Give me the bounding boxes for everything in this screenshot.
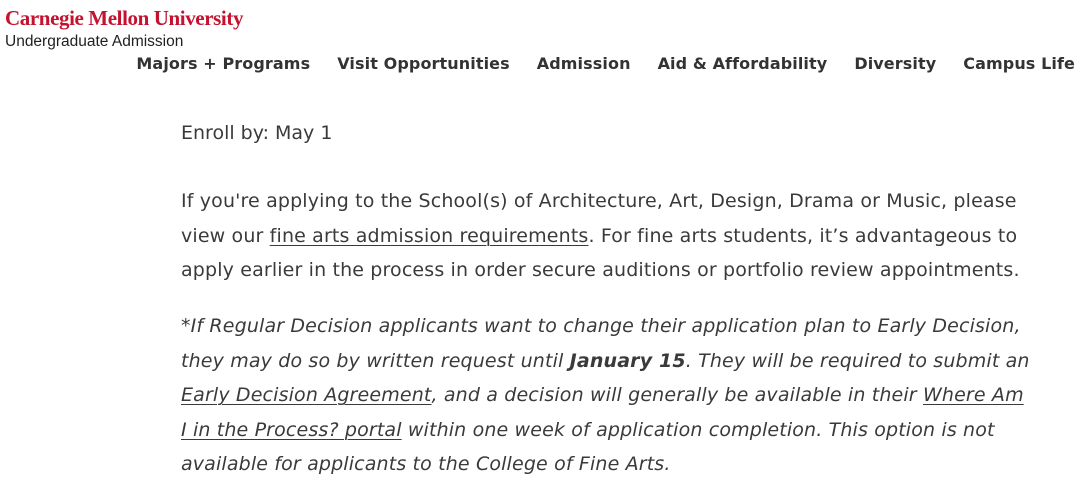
enroll-deadline-text: Enroll by: May 1 <box>181 122 333 144</box>
text-span: . For fine arts students, it’s advantageous to <box>588 224 1018 247</box>
text-line <box>181 219 1056 254</box>
where-am-i-portal-link-part2[interactable]: I in the Process? portal <box>181 418 402 441</box>
nav-item-campus-life[interactable]: Campus Life <box>963 54 1075 73</box>
text-line <box>181 344 1056 379</box>
nav-item-diversity[interactable]: Diversity <box>854 54 937 73</box>
nav-item-visit-opportunities[interactable]: Visit Opportunities <box>337 54 510 73</box>
text-span: they may do so by written request until <box>181 349 570 372</box>
text-line <box>181 253 1056 288</box>
early-decision-agreement-link[interactable]: Early Decision Agreement <box>181 384 432 406</box>
text-line <box>181 378 1056 413</box>
nav-item-majors-programs[interactable]: Majors + Programs <box>136 54 311 73</box>
cmu-logo-wordmark[interactable]: Carnegie Mellon University <box>5 6 244 30</box>
text-span: apply earlier in the process in order secure auditions or portfolio review appointments. <box>181 259 1020 281</box>
fine-arts-requirements-link[interactable]: fine arts admission requirements <box>269 224 589 247</box>
text-span: view our <box>181 224 270 247</box>
logo-subtitle[interactable]: Undergraduate Admission <box>5 33 184 50</box>
text-span: , and a decision will generally be available in their <box>431 384 923 406</box>
text-span: If you're applying to the School(s) of Architecture, Art, Design, Drama or Music, please <box>181 190 1017 212</box>
main-nav <box>136 51 1075 77</box>
text-span: within one week of application completion. This option is not <box>401 418 995 441</box>
text-line <box>181 309 1056 344</box>
nav-item-admission[interactable]: Admission <box>536 54 631 73</box>
fine-arts-paragraph <box>181 184 1056 288</box>
nav-item-aid-affordability[interactable]: Aid & Affordability <box>657 54 828 73</box>
text-span: available for applicants to the College of Fine Arts. <box>181 453 671 475</box>
text-span: . They will be required to submit an <box>685 349 1030 372</box>
text-span: *If Regular Decision applicants want to change their application plan to Early Decision, <box>181 315 1021 337</box>
deadline-date: January 15 <box>569 349 686 372</box>
text-line <box>181 447 1056 482</box>
where-am-i-portal-link-part1[interactable]: Where Am <box>922 384 1024 406</box>
main-content <box>181 104 1061 482</box>
early-decision-note <box>181 309 1056 482</box>
text-line <box>181 413 1056 448</box>
text-line <box>181 184 1056 219</box>
